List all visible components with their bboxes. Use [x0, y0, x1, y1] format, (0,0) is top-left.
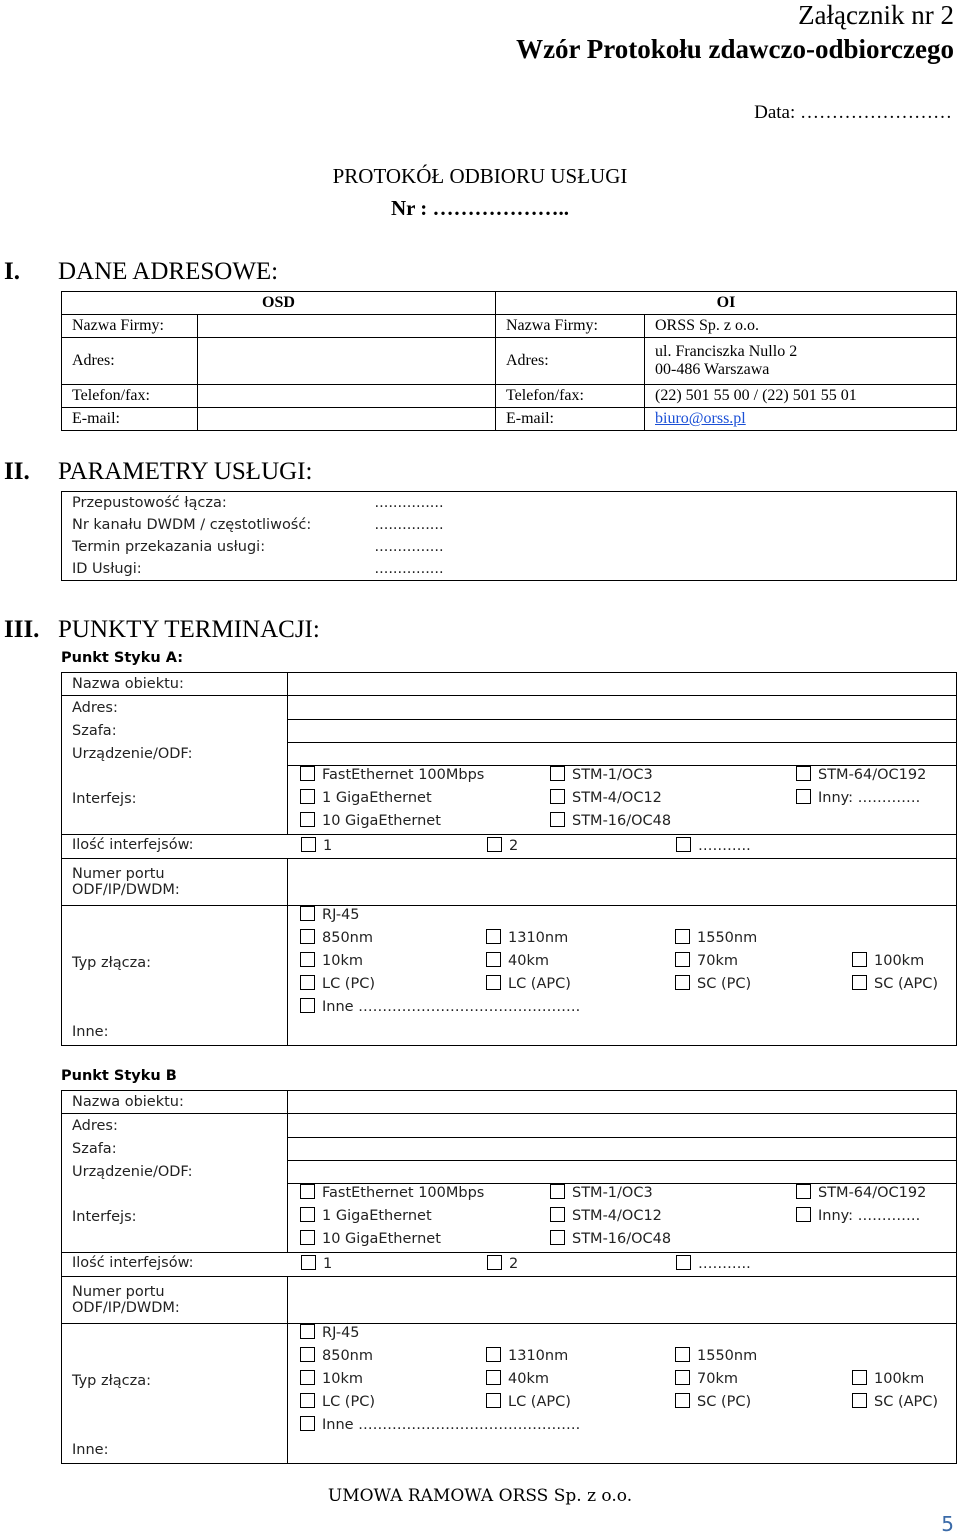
option-1-gigaethernet[interactable] — [300, 1207, 432, 1224]
option-label: 850nm — [322, 929, 373, 946]
option-1310nm[interactable] — [486, 929, 568, 946]
option-label: ……….. — [698, 1255, 751, 1272]
param-row — [62, 536, 957, 558]
other-value[interactable] — [288, 1020, 957, 1046]
rack-label: Szafa: — [62, 1137, 288, 1160]
option-1-gigaethernet[interactable] — [300, 789, 432, 806]
checkbox-icon[interactable] — [550, 1230, 565, 1245]
param-label: Termin przekazania usługi: — [72, 539, 266, 555]
oi-email-label: E-mail: — [496, 408, 645, 431]
port-label-line1: Numer portu — [72, 865, 165, 882]
option-lc-apc[interactable] — [486, 975, 571, 992]
checkbox-icon[interactable] — [486, 975, 501, 990]
option-rj45[interactable] — [300, 906, 360, 923]
option-label: 2 — [509, 1255, 519, 1272]
option-label: 1 — [323, 837, 333, 854]
checkbox-icon[interactable] — [675, 1370, 690, 1385]
document-title: Wzór Protokołu zdawczo-odbiorczego — [516, 34, 954, 64]
rack-value[interactable] — [288, 1137, 957, 1160]
option-label: 100km — [874, 952, 925, 969]
option-stm64[interactable] — [796, 1184, 926, 1201]
param-label: ID Usługi: — [72, 561, 142, 577]
option-label: STM-16/OC48 — [572, 1230, 672, 1247]
checkbox-icon[interactable] — [300, 1347, 315, 1362]
checkbox-icon[interactable] — [796, 1184, 811, 1199]
port-label-line1: Numer portu — [72, 1283, 165, 1300]
option-70km[interactable] — [675, 952, 738, 969]
connector-options — [288, 1323, 957, 1438]
osd-email-label: E-mail: — [62, 408, 198, 431]
option-label: STM-16/OC48 — [572, 812, 672, 829]
checkbox-icon[interactable] — [300, 952, 315, 967]
checkbox-icon[interactable] — [487, 837, 502, 852]
point-b-table — [61, 1090, 957, 1464]
option-label: STM-64/OC192 — [818, 1184, 927, 1201]
connector-label: Typ złącza: — [62, 905, 288, 1020]
point-b-title: Punkt Styku B — [61, 1068, 177, 1084]
param-row — [62, 558, 957, 581]
checkbox-icon[interactable] — [675, 1347, 690, 1362]
option-fastethernet[interactable] — [300, 1184, 484, 1201]
checkbox-icon[interactable] — [550, 789, 565, 804]
protocol-title: PROTOKÓŁ ODBIORU USŁUGI — [332, 164, 628, 188]
checkbox-icon[interactable] — [301, 837, 316, 852]
option-other-connector[interactable] — [300, 1416, 580, 1433]
option-stm1[interactable] — [550, 766, 653, 783]
oi-address-line2: 00-486 Warszawa — [655, 361, 770, 378]
checkbox-icon[interactable] — [300, 1370, 315, 1385]
param-value[interactable]: ............... — [374, 495, 444, 511]
checkbox-icon[interactable] — [676, 837, 691, 852]
checkbox-icon[interactable] — [550, 812, 565, 827]
port-label-line2: ODF/IP/DWDM: — [72, 1299, 180, 1316]
connector-label: Typ złącza: — [62, 1323, 288, 1438]
option-label: 10 GigaEthernet — [322, 812, 441, 829]
option-label: SC (PC) — [697, 1393, 752, 1410]
checkbox-icon[interactable] — [486, 1347, 501, 1362]
option-10-gigaethernet[interactable] — [300, 812, 441, 829]
checkbox-icon[interactable] — [852, 952, 867, 967]
device-value[interactable] — [288, 742, 957, 765]
option-label: Inny: …………. — [818, 1207, 921, 1224]
option-1310nm[interactable] — [486, 1347, 568, 1364]
option-label: Inne ………………………………………. — [322, 998, 581, 1015]
count-row — [62, 1252, 957, 1276]
count-option-1[interactable] — [301, 1255, 332, 1272]
point-a-title: Punkt Styku A: — [61, 650, 184, 666]
option-rj45[interactable] — [300, 1324, 360, 1341]
other-label: Inne: — [62, 1020, 288, 1046]
option-label: STM-64/OC192 — [818, 766, 927, 783]
option-label: ……….. — [698, 837, 751, 854]
option-sc-apc[interactable] — [852, 975, 938, 992]
checkbox-icon[interactable] — [300, 1230, 315, 1245]
option-label: STM-1/OC3 — [572, 766, 653, 783]
option-label: 40km — [508, 952, 549, 969]
option-label: LC (APC) — [508, 1393, 571, 1410]
option-stm16[interactable] — [550, 1230, 671, 1247]
option-label: 1550nm — [697, 1347, 758, 1364]
interface-options — [288, 1183, 957, 1252]
rack-label: Szafa: — [62, 719, 288, 742]
section-1-title: DANE ADRESOWE: — [58, 258, 279, 285]
option-label: STM-4/OC12 — [572, 1207, 662, 1224]
checkbox-icon[interactable] — [300, 1393, 315, 1408]
checkbox-icon[interactable] — [300, 998, 315, 1013]
option-label: RJ-45 — [322, 906, 360, 923]
option-sc-pc[interactable] — [675, 1393, 751, 1410]
checkbox-icon[interactable] — [300, 1324, 315, 1339]
osd-email-value[interactable] — [198, 408, 496, 431]
object-label: Nazwa obiektu: — [62, 1091, 288, 1114]
option-lc-pc[interactable] — [300, 975, 375, 992]
count-option-other[interactable] — [676, 837, 751, 854]
option-1550nm[interactable] — [675, 929, 757, 946]
annex-title: Załącznik nr 2 — [798, 0, 954, 30]
address-table — [61, 291, 957, 431]
oi-email-value — [645, 408, 957, 431]
checkbox-icon[interactable] — [486, 1393, 501, 1408]
option-stm1[interactable] — [550, 1184, 653, 1201]
option-label: Inny: …………. — [818, 789, 921, 806]
param-label: Nr kanału DWDM / częstotliwość: — [72, 517, 312, 533]
checkbox-icon[interactable] — [487, 1255, 502, 1270]
option-label: 70km — [697, 1370, 738, 1387]
option-stm4[interactable] — [550, 1207, 662, 1224]
option-1550nm[interactable] — [675, 1347, 757, 1364]
osd-address-value[interactable] — [198, 338, 496, 385]
checkbox-icon[interactable] — [675, 952, 690, 967]
osd-firm-label: Nazwa Firmy: — [62, 315, 198, 338]
page-number: 5 — [941, 1512, 954, 1536]
device-value[interactable] — [288, 1160, 957, 1183]
param-value[interactable]: ............... — [374, 517, 444, 533]
checkbox-icon[interactable] — [300, 1207, 315, 1222]
option-lc-apc[interactable] — [486, 1393, 571, 1410]
other-label: Inne: — [62, 1438, 288, 1464]
option-10km[interactable] — [300, 1370, 363, 1387]
section-1-number: I. — [4, 258, 20, 285]
checkbox-icon[interactable] — [675, 1393, 690, 1408]
option-label: Inne ………………………………………. — [322, 1416, 581, 1433]
option-label: FastEthernet 100Mbps — [322, 1184, 485, 1201]
option-sc-pc[interactable] — [675, 975, 751, 992]
object-label: Nazwa obiektu: — [62, 673, 288, 696]
checkbox-icon[interactable] — [486, 952, 501, 967]
checkbox-icon[interactable] — [796, 1207, 811, 1222]
port-label-line2: ODF/IP/DWDM: — [72, 881, 180, 898]
option-100km[interactable] — [852, 1370, 924, 1387]
option-label: LC (PC) — [322, 1393, 375, 1410]
checkbox-icon[interactable] — [675, 929, 690, 944]
option-other-connector[interactable] — [300, 998, 580, 1015]
option-100km[interactable] — [852, 952, 924, 969]
checkbox-icon[interactable] — [300, 906, 315, 921]
option-label: SC (PC) — [697, 975, 752, 992]
option-label: SC (APC) — [874, 1393, 939, 1410]
option-stm64[interactable] — [796, 766, 926, 783]
checkbox-icon[interactable] — [486, 1370, 501, 1385]
checkbox-icon[interactable] — [300, 1184, 315, 1199]
oi-address-value — [645, 338, 957, 385]
count-option-1[interactable] — [301, 837, 332, 854]
oi-phone-value: (22) 501 55 00 / (22) 501 55 01 — [645, 385, 957, 408]
port-label — [62, 858, 288, 905]
param-label: Przepustowość łącza: — [72, 495, 227, 511]
checkbox-icon[interactable] — [550, 1184, 565, 1199]
checkbox-icon[interactable] — [676, 1255, 691, 1270]
port-value[interactable] — [288, 858, 957, 905]
param-value[interactable]: ............... — [374, 561, 444, 577]
checkbox-icon[interactable] — [300, 789, 315, 804]
option-label: 70km — [697, 952, 738, 969]
option-label: 1310nm — [508, 929, 569, 946]
footer-text: UMOWA RAMOWA ORSS Sp. z o.o. — [327, 1486, 633, 1506]
option-label: STM-4/OC12 — [572, 789, 662, 806]
oi-header: OI — [496, 292, 957, 315]
checkbox-icon[interactable] — [796, 789, 811, 804]
checkbox-icon[interactable] — [550, 766, 565, 781]
count-option-2[interactable] — [487, 837, 518, 854]
option-label: 2 — [509, 837, 519, 854]
checkbox-icon[interactable] — [852, 1393, 867, 1408]
option-label: 10km — [322, 1370, 363, 1387]
oi-address-line1: ul. Franciszka Nullo 2 — [655, 343, 798, 360]
address-label: Adres: — [62, 1114, 288, 1138]
device-label: Urządzenie/ODF: — [62, 1160, 288, 1183]
address-value[interactable] — [288, 696, 957, 720]
osd-phone-label: Telefon/fax: — [62, 385, 198, 408]
option-sc-apc[interactable] — [852, 1393, 938, 1410]
option-70km[interactable] — [675, 1370, 738, 1387]
param-row — [62, 492, 957, 515]
option-fastethernet[interactable] — [300, 766, 484, 783]
option-label: 100km — [874, 1370, 925, 1387]
address-label: Adres: — [62, 696, 288, 720]
object-value[interactable] — [288, 1091, 957, 1114]
option-label: 1 GigaEthernet — [322, 1207, 432, 1224]
param-row — [62, 514, 957, 536]
option-label: 1 GigaEthernet — [322, 789, 432, 806]
option-label: SC (APC) — [874, 975, 939, 992]
option-label: 1550nm — [697, 929, 758, 946]
checkbox-icon[interactable] — [301, 1255, 316, 1270]
count-label: Ilość interfejsów: — [72, 836, 194, 853]
oi-firm-label: Nazwa Firmy: — [496, 315, 645, 338]
device-label: Urządzenie/ODF: — [62, 742, 288, 765]
option-lc-pc[interactable] — [300, 1393, 375, 1410]
interface-label: Interfejs: — [62, 1183, 288, 1252]
address-value[interactable] — [288, 1114, 957, 1138]
checkbox-icon[interactable] — [550, 1207, 565, 1222]
option-10-gigaethernet[interactable] — [300, 1230, 441, 1247]
oi-phone-label: Telefon/fax: — [496, 385, 645, 408]
protocol-number: Nr : ……………….. — [390, 196, 570, 220]
option-850nm[interactable] — [300, 1347, 373, 1364]
option-label: 1 — [323, 1255, 333, 1272]
option-label: STM-1/OC3 — [572, 1184, 653, 1201]
section-3-title: PUNKTY TERMINACJI: — [58, 616, 320, 643]
section-2-number: II. — [4, 458, 30, 485]
section-3-number: III. — [4, 616, 40, 643]
port-label — [62, 1276, 288, 1323]
option-label: RJ-45 — [322, 1324, 360, 1341]
option-other-interface[interactable] — [796, 789, 920, 806]
params-table — [61, 491, 957, 581]
option-label: LC (APC) — [508, 975, 571, 992]
checkbox-icon[interactable] — [852, 975, 867, 990]
checkbox-icon[interactable] — [675, 975, 690, 990]
object-value[interactable] — [288, 673, 957, 696]
checkbox-icon[interactable] — [300, 812, 315, 827]
port-value[interactable] — [288, 1276, 957, 1323]
osd-phone-value[interactable] — [198, 385, 496, 408]
option-label: 850nm — [322, 1347, 373, 1364]
checkbox-icon[interactable] — [852, 1370, 867, 1385]
other-value[interactable] — [288, 1438, 957, 1464]
connector-options — [288, 905, 957, 1020]
option-label: 40km — [508, 1370, 549, 1387]
oi-address-label: Adres: — [496, 338, 645, 385]
option-10km[interactable] — [300, 952, 363, 969]
checkbox-icon[interactable] — [486, 929, 501, 944]
option-850nm[interactable] — [300, 929, 373, 946]
count-option-2[interactable] — [487, 1255, 518, 1272]
option-stm16[interactable] — [550, 812, 671, 829]
interface-label: Interfejs: — [62, 765, 288, 834]
oi-email-link[interactable]: biuro@orss.pl — [655, 410, 746, 427]
count-option-other[interactable] — [676, 1255, 751, 1272]
count-label: Ilość interfejsów: — [72, 1254, 194, 1271]
param-value[interactable]: ............... — [374, 539, 444, 555]
point-a-table — [61, 672, 957, 1046]
option-label: LC (PC) — [322, 975, 375, 992]
option-label: 10 GigaEthernet — [322, 1230, 441, 1247]
osd-firm-value[interactable] — [198, 315, 496, 338]
checkbox-icon[interactable] — [300, 766, 315, 781]
option-stm4[interactable] — [550, 789, 662, 806]
osd-address-label: Adres: — [62, 338, 198, 385]
osd-header: OSD — [62, 292, 496, 315]
date-field: Data: …………………… — [754, 102, 952, 123]
interface-options — [288, 765, 957, 834]
oi-firm-value: ORSS Sp. z o.o. — [645, 315, 957, 338]
option-label: 1310nm — [508, 1347, 569, 1364]
option-label: 10km — [322, 952, 363, 969]
checkbox-icon[interactable] — [300, 929, 315, 944]
option-label: FastEthernet 100Mbps — [322, 766, 485, 783]
checkbox-icon[interactable] — [796, 766, 811, 781]
option-other-interface[interactable] — [796, 1207, 920, 1224]
checkbox-icon[interactable] — [300, 1416, 315, 1431]
checkbox-icon[interactable] — [300, 975, 315, 990]
option-40km[interactable] — [486, 1370, 549, 1387]
count-row — [62, 834, 957, 858]
option-40km[interactable] — [486, 952, 549, 969]
rack-value[interactable] — [288, 719, 957, 742]
section-2-title: PARAMETRY USŁUGI: — [58, 458, 313, 485]
